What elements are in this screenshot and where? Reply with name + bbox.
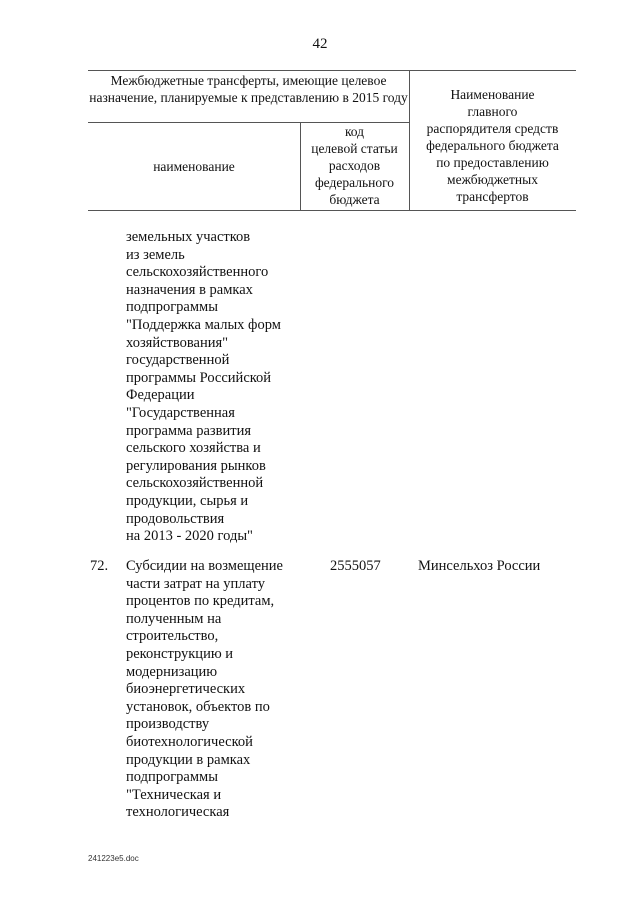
header-col-name: наименование	[153, 159, 235, 174]
header-bottom-rule	[88, 210, 576, 211]
header-col-admin: Наименование главного распорядителя средств федерального бюджета по предоставлению межбюджетных трансфертов	[426, 87, 559, 204]
footer-code: 241223e5.doc	[88, 854, 139, 863]
header-group-title: Межбюджетные трансферты, имеющие целевое назначение, планируемые к представлению в 2015 году	[89, 73, 408, 105]
row-code: 2555057	[330, 558, 381, 574]
row-admin: Минсельхоз России	[418, 558, 541, 574]
continuation-text: земельных участков из земель сельскохозяйственного назначения в рамках подпрограммы "Поддержка малых форм хозяйствования" государственной программы Российской Федерации "Государственная программа развития сельского хозяйства и регулирования рынков сельскохозяйственной продукции, сырья и продовольствия на 2013 - 2020 годы"	[126, 229, 281, 545]
page-number: 42	[312, 36, 328, 52]
row-number: 72.	[90, 558, 109, 574]
row-name: Субсидии на возмещение части затрат на уплату процентов по кредитам, полученным на строительство, реконструкцию и модернизацию биоэнергетических установок, объектов по производству биотехнологической продукции в рамках подпрограммы "Техническая и технологическая	[126, 558, 283, 821]
header-col-code: код целевой статьи расходов федерального бюджета	[311, 124, 398, 207]
header-top-rule	[88, 70, 576, 71]
